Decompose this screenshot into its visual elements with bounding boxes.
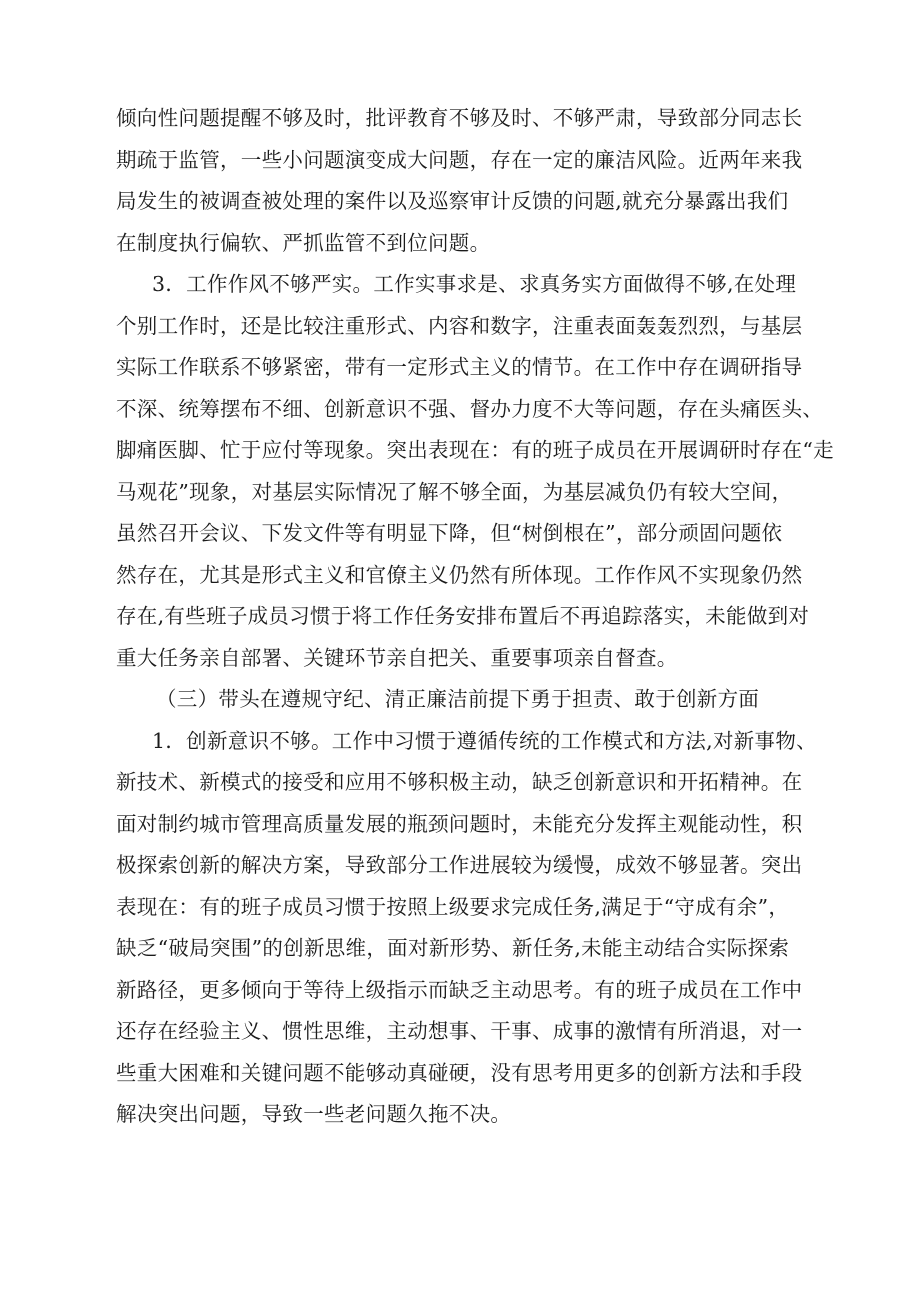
text-line: 个别工作时，还是比较注重形式、内容和数字，注重表面轰轰烈烈，与基层 [116, 313, 803, 338]
text-line: 期疏于监管，一些小问题演变成大问题，存在一定的廉洁风险。近两年来我 [116, 147, 803, 172]
paragraph-start-line: 3．工作作风不够严实。工作实事求是、求真务实方面做得不够,在处理 [152, 272, 797, 296]
text-line: 实际工作联系不够紧密，带有一定形式主义的情节。在工作中存在调研指导 [116, 355, 803, 379]
text-line: 新技术、新模式的接受和应用不够积极主动，缺乏创新意识和开拓精神。在 [116, 770, 803, 794]
paragraph-start-line: 1．创新意识不够。工作中习惯于遵循传统的工作模式和方法,对新事物、 [152, 728, 817, 753]
text-line: 在制度执行偏软、严抓监管不到位问题。 [116, 230, 491, 255]
text-line: 马观花”现象，对基层实际情况了解不够全面，为基层减负仍有较大空间， [116, 479, 793, 504]
text-line: 面对制约城市管理高质量发展的瓶颈问题时，未能充分发挥主观能动性，积 [116, 811, 803, 836]
text-line: 新路径，更多倾向于等待上级指示而缺乏主动思考。有的班子成员在工作中 [116, 977, 803, 1002]
text-line: 重大任务亲自部署、关键环节亲自把关、重要事项亲自督查。 [116, 645, 678, 670]
text-line: 不深、统筹摆布不细、创新意识不强、督办力度不大等问题，存在头痛医头、 [116, 396, 824, 421]
text-line: 些重大困难和关键问题不能够动真碰硬，没有思考用更多的创新方法和手段 [116, 1060, 803, 1085]
text-line: 虽然召开会议、下发文件等有明显下降，但“树倒根在”，部分顽固问题依 [116, 521, 783, 545]
document-body [116, 98, 852, 1136]
text-line: 缺乏“破局突围”的创新思维，面对新形势、新任务,未能主动结合实际探索 [116, 936, 790, 960]
text-line: 脚痛医脚、忙于应付等现象。突出表现在：有的班子成员在开展调研时存在“走 [116, 438, 834, 462]
text-line: 极探索创新的解决方案，导致部分工作进展较为缓慢，成效不够显著。突出 [116, 853, 803, 877]
section-heading: （三）带头在遵规守纪、清正廉洁前提下勇于担责、敢于创新方面 [156, 687, 760, 711]
text-line: 表现在：有的班子成员习惯于按照上级要求完成任务,满足于“守成有余”， [116, 894, 790, 919]
text-line: 存在,有些班子成员习惯于将工作任务安排布置后不再追踪落实，未能做到对 [116, 604, 810, 628]
text-line: 还存在经验主义、惯性思维，主动想事、干事、成事的激情有所消退，对一 [116, 1019, 803, 1043]
text-line: 解决突出问题，导致一些老问题久拖不决。 [116, 1102, 512, 1126]
text-line: 然存在，尤其是形式主义和官僚主义仍然有所体现。工作作风不实现象仍然 [116, 562, 803, 587]
text-line: 局发生的被调查被处理的案件以及巡察审计反馈的问题,就充分暴露出我们 [116, 189, 789, 213]
text-line: 倾向性问题提醒不够及时，批评教育不够及时、不够严肃，导致部分同志长 [116, 106, 803, 130]
